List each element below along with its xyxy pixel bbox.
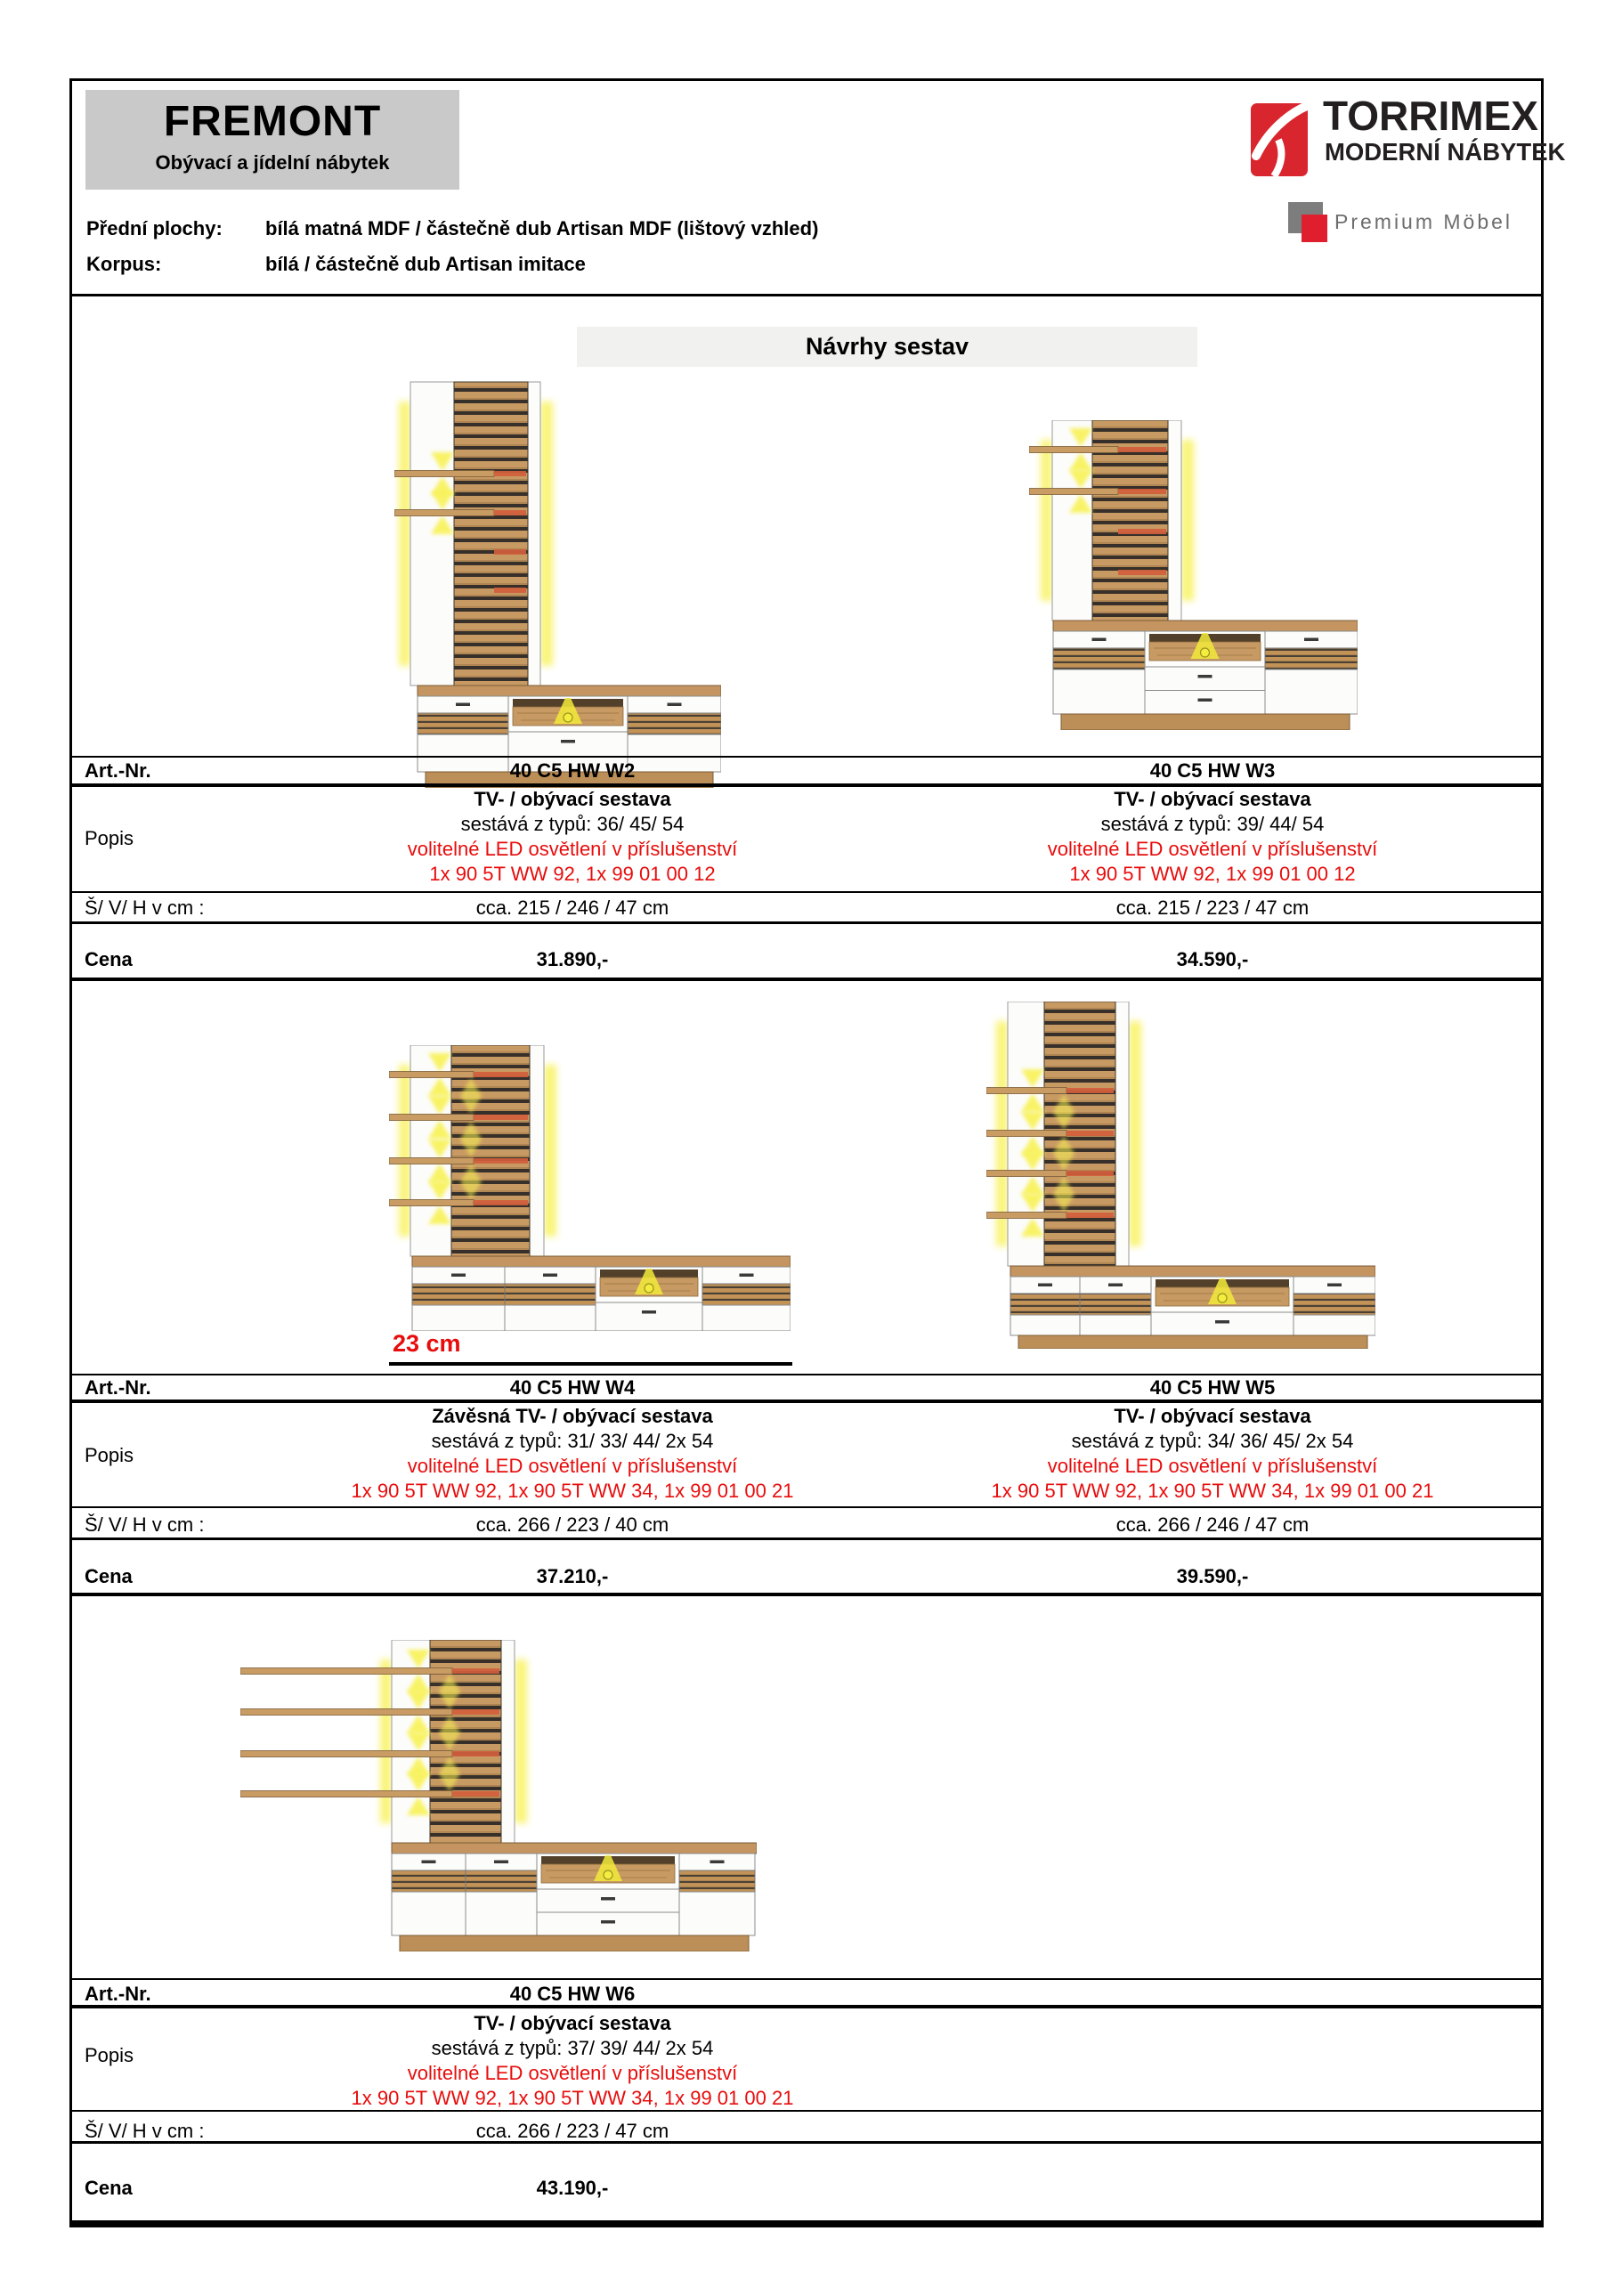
- art-nr-row-label: Art.-Nr.: [85, 1983, 151, 2005]
- row-divider: [72, 978, 1541, 981]
- product-led-note: volitelné LED osvětlení v příslušenství: [407, 1455, 738, 1477]
- dimensions-row-label: Š/ V/ H v cm :: [85, 1513, 205, 1536]
- dimension-annotation: 23 cm: [393, 1330, 461, 1357]
- popis-row-label: Popis: [85, 1444, 134, 1466]
- product-price: 37.210,-: [536, 1565, 609, 1587]
- brand-tagline: MODERNÍ NÁBYTEK: [1325, 138, 1566, 166]
- furniture-image-w2: [394, 380, 721, 788]
- product-art-nr: 40 C5 HW W5: [1149, 1376, 1276, 1399]
- price-row-label: Cena: [85, 1565, 133, 1587]
- product-dimensions: cca. 215 / 246 / 47 cm: [475, 896, 669, 919]
- torrimex-swoosh-icon: [1251, 103, 1308, 176]
- spec-label-front-surfaces: Přední plochy:: [86, 217, 223, 239]
- product-led-note: volitelné LED osvětlení v příslušenství: [1047, 838, 1378, 860]
- product-dimensions: cca. 266 / 246 / 47 cm: [1115, 1513, 1310, 1536]
- product-art-nr: 40 C5 HW W6: [509, 1983, 636, 2005]
- furniture-image-w6: [240, 1640, 757, 1951]
- product-art-nr: 40 C5 HW W3: [1149, 759, 1276, 782]
- spec-value-corpus: bílá / částečně dub Artisan imitace: [265, 253, 586, 275]
- premium-badge-red-square-icon: [1302, 215, 1327, 242]
- product-composition: sestává z typů: 37/ 39/ 44/ 2x 54: [431, 2037, 714, 2059]
- product-price: 31.890,-: [536, 948, 609, 970]
- spec-label-corpus: Korpus:: [86, 253, 162, 275]
- row-divider: [72, 1506, 1541, 1508]
- floor-line: [389, 1362, 792, 1366]
- product-led-accessories: 1x 90 5T WW 92, 1x 90 5T WW 34, 1x 99 01 00 21: [351, 1480, 794, 1502]
- product-led-accessories: 1x 90 5T WW 92, 1x 90 5T WW 34, 1x 99 01 00 21: [351, 2087, 794, 2109]
- product-name: TV- / obývací sestava: [1114, 788, 1311, 810]
- page-title: FREMONT: [163, 98, 382, 145]
- dimensions-row-label: Š/ V/ H v cm :: [85, 2120, 205, 2142]
- product-dimensions: cca. 215 / 223 / 47 cm: [1115, 896, 1310, 919]
- product-art-nr: 40 C5 HW W2: [509, 759, 636, 782]
- product-led-accessories: 1x 90 5T WW 92, 1x 99 01 00 12: [1069, 863, 1356, 885]
- row-divider: [72, 921, 1541, 924]
- product-led-note: volitelné LED osvětlení v příslušenství: [407, 2062, 738, 2084]
- product-dimensions: cca. 266 / 223 / 40 cm: [475, 1513, 669, 1536]
- product-composition: sestává z typů: 34/ 36/ 45/ 2x 54: [1071, 1430, 1354, 1452]
- product-dimensions: cca. 266 / 223 / 47 cm: [475, 2120, 669, 2142]
- product-price: 39.590,-: [1176, 1565, 1249, 1587]
- popis-row-label: Popis: [85, 827, 134, 849]
- dimensions-row-label: Š/ V/ H v cm :: [85, 896, 205, 919]
- product-led-note: volitelné LED osvětlení v příslušenství: [1047, 1455, 1378, 1477]
- premium-badge-text: Premium Möbel: [1334, 210, 1513, 233]
- row-divider: [72, 1537, 1541, 1540]
- art-nr-row-label: Art.-Nr.: [85, 759, 151, 782]
- product-led-accessories: 1x 90 5T WW 92, 1x 99 01 00 12: [429, 863, 716, 885]
- product-led-accessories: 1x 90 5T WW 92, 1x 90 5T WW 34, 1x 99 01 00 21: [991, 1480, 1434, 1502]
- brand-name: TORRIMEX: [1323, 93, 1538, 139]
- row-divider: [72, 2110, 1541, 2112]
- popis-row-label: Popis: [85, 2044, 134, 2066]
- furniture-image-w5: [986, 1002, 1375, 1349]
- product-name: TV- / obývací sestava: [1114, 1405, 1311, 1427]
- art-nr-row-label: Art.-Nr.: [85, 1376, 151, 1399]
- price-row-label: Cena: [85, 2177, 133, 2199]
- product-price: 34.590,-: [1176, 948, 1249, 970]
- product-composition: sestává z typů: 31/ 33/ 44/ 2x 54: [431, 1430, 714, 1452]
- product-led-note: volitelné LED osvětlení v příslušenství: [407, 838, 738, 860]
- row-divider: [72, 891, 1541, 893]
- product-art-nr: 40 C5 HW W4: [509, 1376, 636, 1399]
- furniture-image-w4: [389, 1045, 791, 1331]
- product-name: TV- / obývací sestava: [474, 788, 671, 810]
- spec-value-front-surfaces: bílá matná MDF / částečně dub Artisan MDF (lištový vzhled): [265, 217, 819, 239]
- title-box: [85, 90, 459, 190]
- product-composition: sestává z typů: 39/ 44/ 54: [1100, 813, 1325, 835]
- price-row-label: Cena: [85, 948, 133, 970]
- product-price: 43.190,-: [536, 2177, 609, 2199]
- row-divider: [72, 1978, 1541, 1980]
- row-divider: [72, 1400, 1541, 1403]
- product-name: TV- / obývací sestava: [474, 2012, 671, 2034]
- header-divider: [72, 294, 1541, 296]
- section-title: Návrhy sestav: [577, 327, 1197, 367]
- row-divider: [72, 756, 1541, 758]
- page-subtitle: Obývací a jídelní nábytek: [155, 151, 390, 174]
- product-name: Závěsná TV- / obývací sestava: [432, 1405, 713, 1427]
- product-composition: sestává z typů: 36/ 45/ 54: [460, 813, 685, 835]
- row-divider: [72, 1593, 1541, 1596]
- furniture-image-w3: [1029, 420, 1358, 730]
